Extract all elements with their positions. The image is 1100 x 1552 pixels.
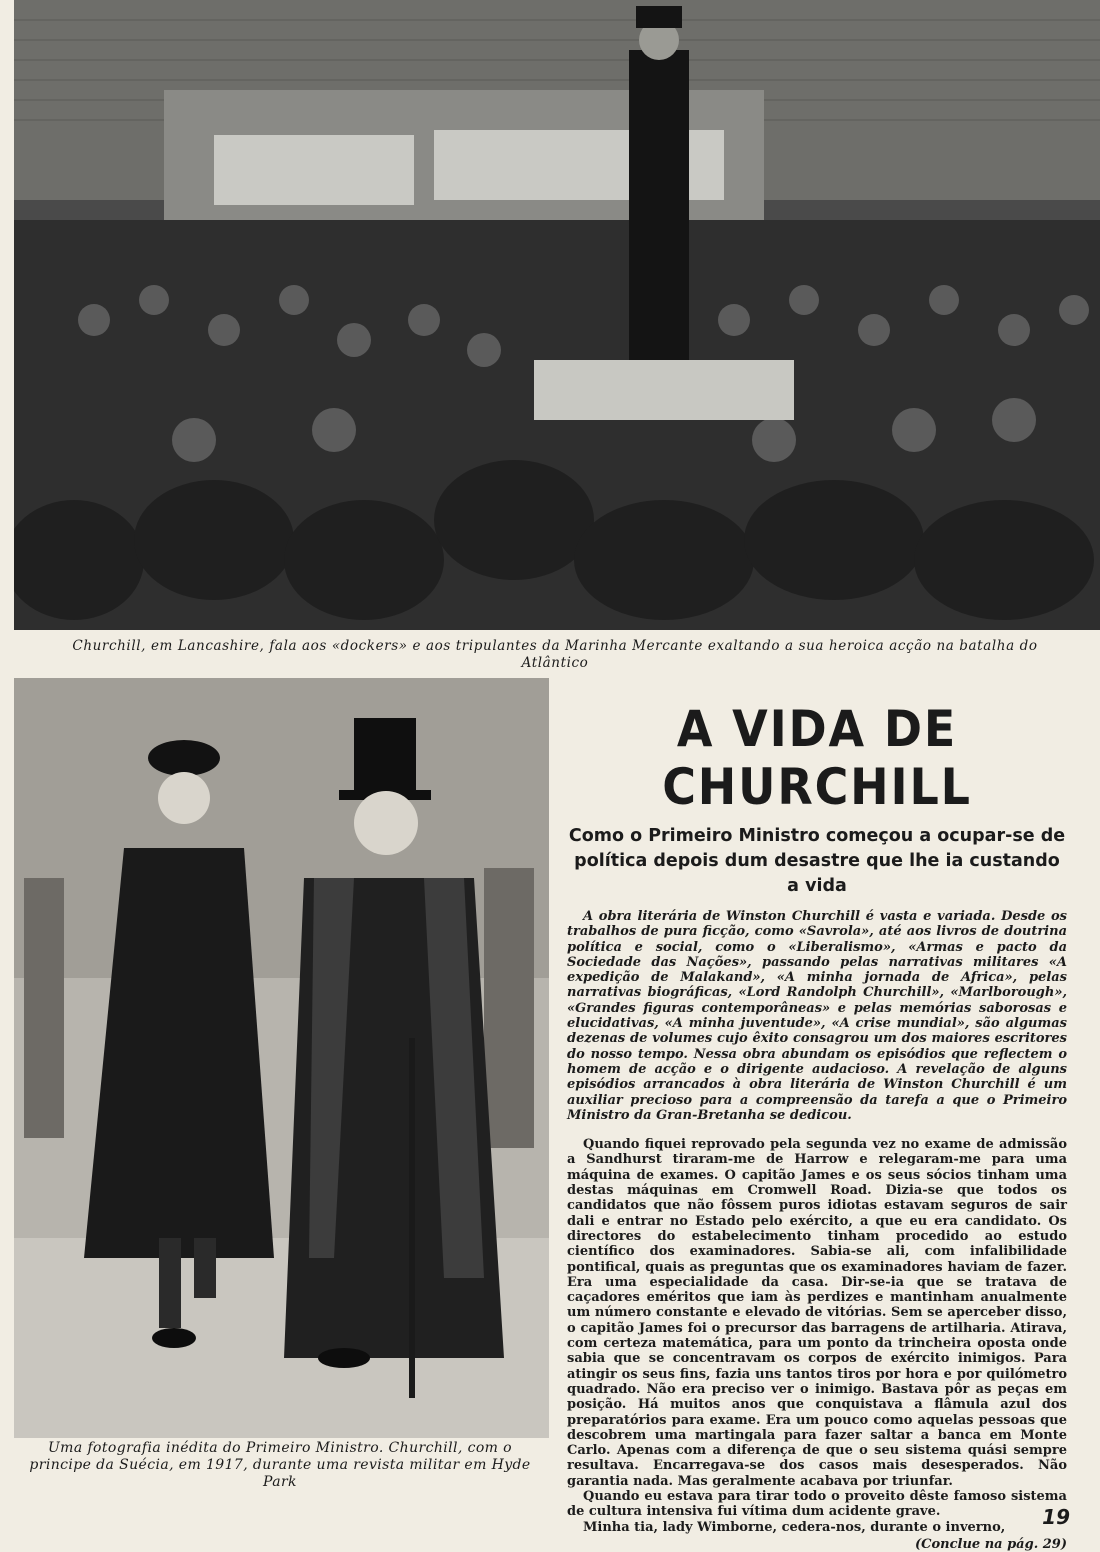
page-number: 19 <box>1042 1505 1070 1529</box>
article-paragraph: Quando eu estava para tirar todo o proveito dêste famoso sistema de cultura intensiva fui vítima dum acidente grave. <box>567 1488 1067 1520</box>
top-photo-caption: Churchill, em Lancashire, fala aos «dockers» e aos tripulantes da Marinha Mercante exaltando a sua heroica acção na batalha do Atlântico <box>72 638 1038 671</box>
article-lead: A obra literária de Winston Churchill é vasta e variada. Desde os trabalhos de pura ficção, como «Savrola», até aos livros de doutrina política e social, como o «Liberalismo», «Armas e pacto da Sociedade das Nações», passando pelas narrativas militares «A expedição de Malakand», «A minha jornada de Africa», pelas narrativas biográficas, «Lord Randolph Churchill», «Marlborough», «Grandes figuras contemporâneas» e pelas memórias saborosas e elucidativas, «A minha juventude», «A crise mundial», são algumas dezenas de volumes cujo êxito consagrou um dos maiores escritores do nosso tempo. Nessa obra abundam os episódios que reflectem o homem de acção e o dirigente audacioso. A revelação de alguns episódios arrancados à obra literária de Winston Churchill é um auxiliar precioso para a compreensão da tarefa a que o Primeiro Ministro da Gran-Bretanha se dedicou. <box>567 909 1067 1123</box>
crowd-illustration <box>14 0 1100 630</box>
article-paragraph: Minha tia, lady Wimborne, cedera-nos, durante o inverno, <box>583 1519 1006 1535</box>
churchill-lancashire-photo <box>14 0 1100 630</box>
article <box>567 700 1067 1552</box>
left-photo-caption: Uma fotografia inédita do Primeiro Ministro. Churchill, com o principe da Suécia, em 1917, durante uma revista militar em Hyde Park <box>29 1440 531 1490</box>
churchill-hyde-park-photo <box>14 678 549 1438</box>
article-paragraph: Quando fiquei reprovado pela segunda vez no exame de admissão a Sandhurst tiraram-me de Harrow e relegaram-me para uma máquina de exames. O capitão James e os seus sócios tinham uma destas máquinas em Cromwell Road. Dizia-se que todos os candidatos que não fôssem puros idiotas estavam seguros de sair dali e entrar no Estado pelo exército, a que eu era candidato. Os directores do estabelecimento tinham procedido ao estudo científico dos examinadores. Sabia-se ali, com infalibilidade pontifical, quais as preguntas que os examinadores haviam de fazer. Era uma especialidade da casa. Dir-se-ia que se tratava de caçadores eméritos que iam às perdizes e mantinham anualmente um número constante e elevado de vitórias. Sem se aperceber disso, o capitão James foi o precursor das barragens de artilharia. Atirava, com certeza matemática, para um ponto da trincheira oposta onde sabia que se concentravam os corpos de exército inimigos. Para atingir os seus fins, fazia uns tantos tiros por hora e por quilómetro quadrado. Não era preciso ver o inimigo. Bastava pôr as peças em posição. Há muitos anos que conquistava a flâmula azul dos preparatórios para exame. Era um pouco como aquelas pessoas que descobrem uma martingala para fazer saltar a banca em Monte Carlo. Apenas com a diferença de que o seu sistema quási sempre resultava. Encarregava-se dos casos mais desesperados. Não garantia nada. Mas geralmente acabava por triunfar. <box>567 1137 1067 1489</box>
article-subtitle: Como o Primeiro Ministro começou a ocupar-se de política depois dum desastre que lhe ia custando a vida <box>568 826 1066 896</box>
continued-note: (Conclue na pág. 29) <box>914 1536 1067 1552</box>
article-title: A VIDA DE CHURCHILL <box>662 700 972 816</box>
two-men-illustration <box>14 678 549 1438</box>
